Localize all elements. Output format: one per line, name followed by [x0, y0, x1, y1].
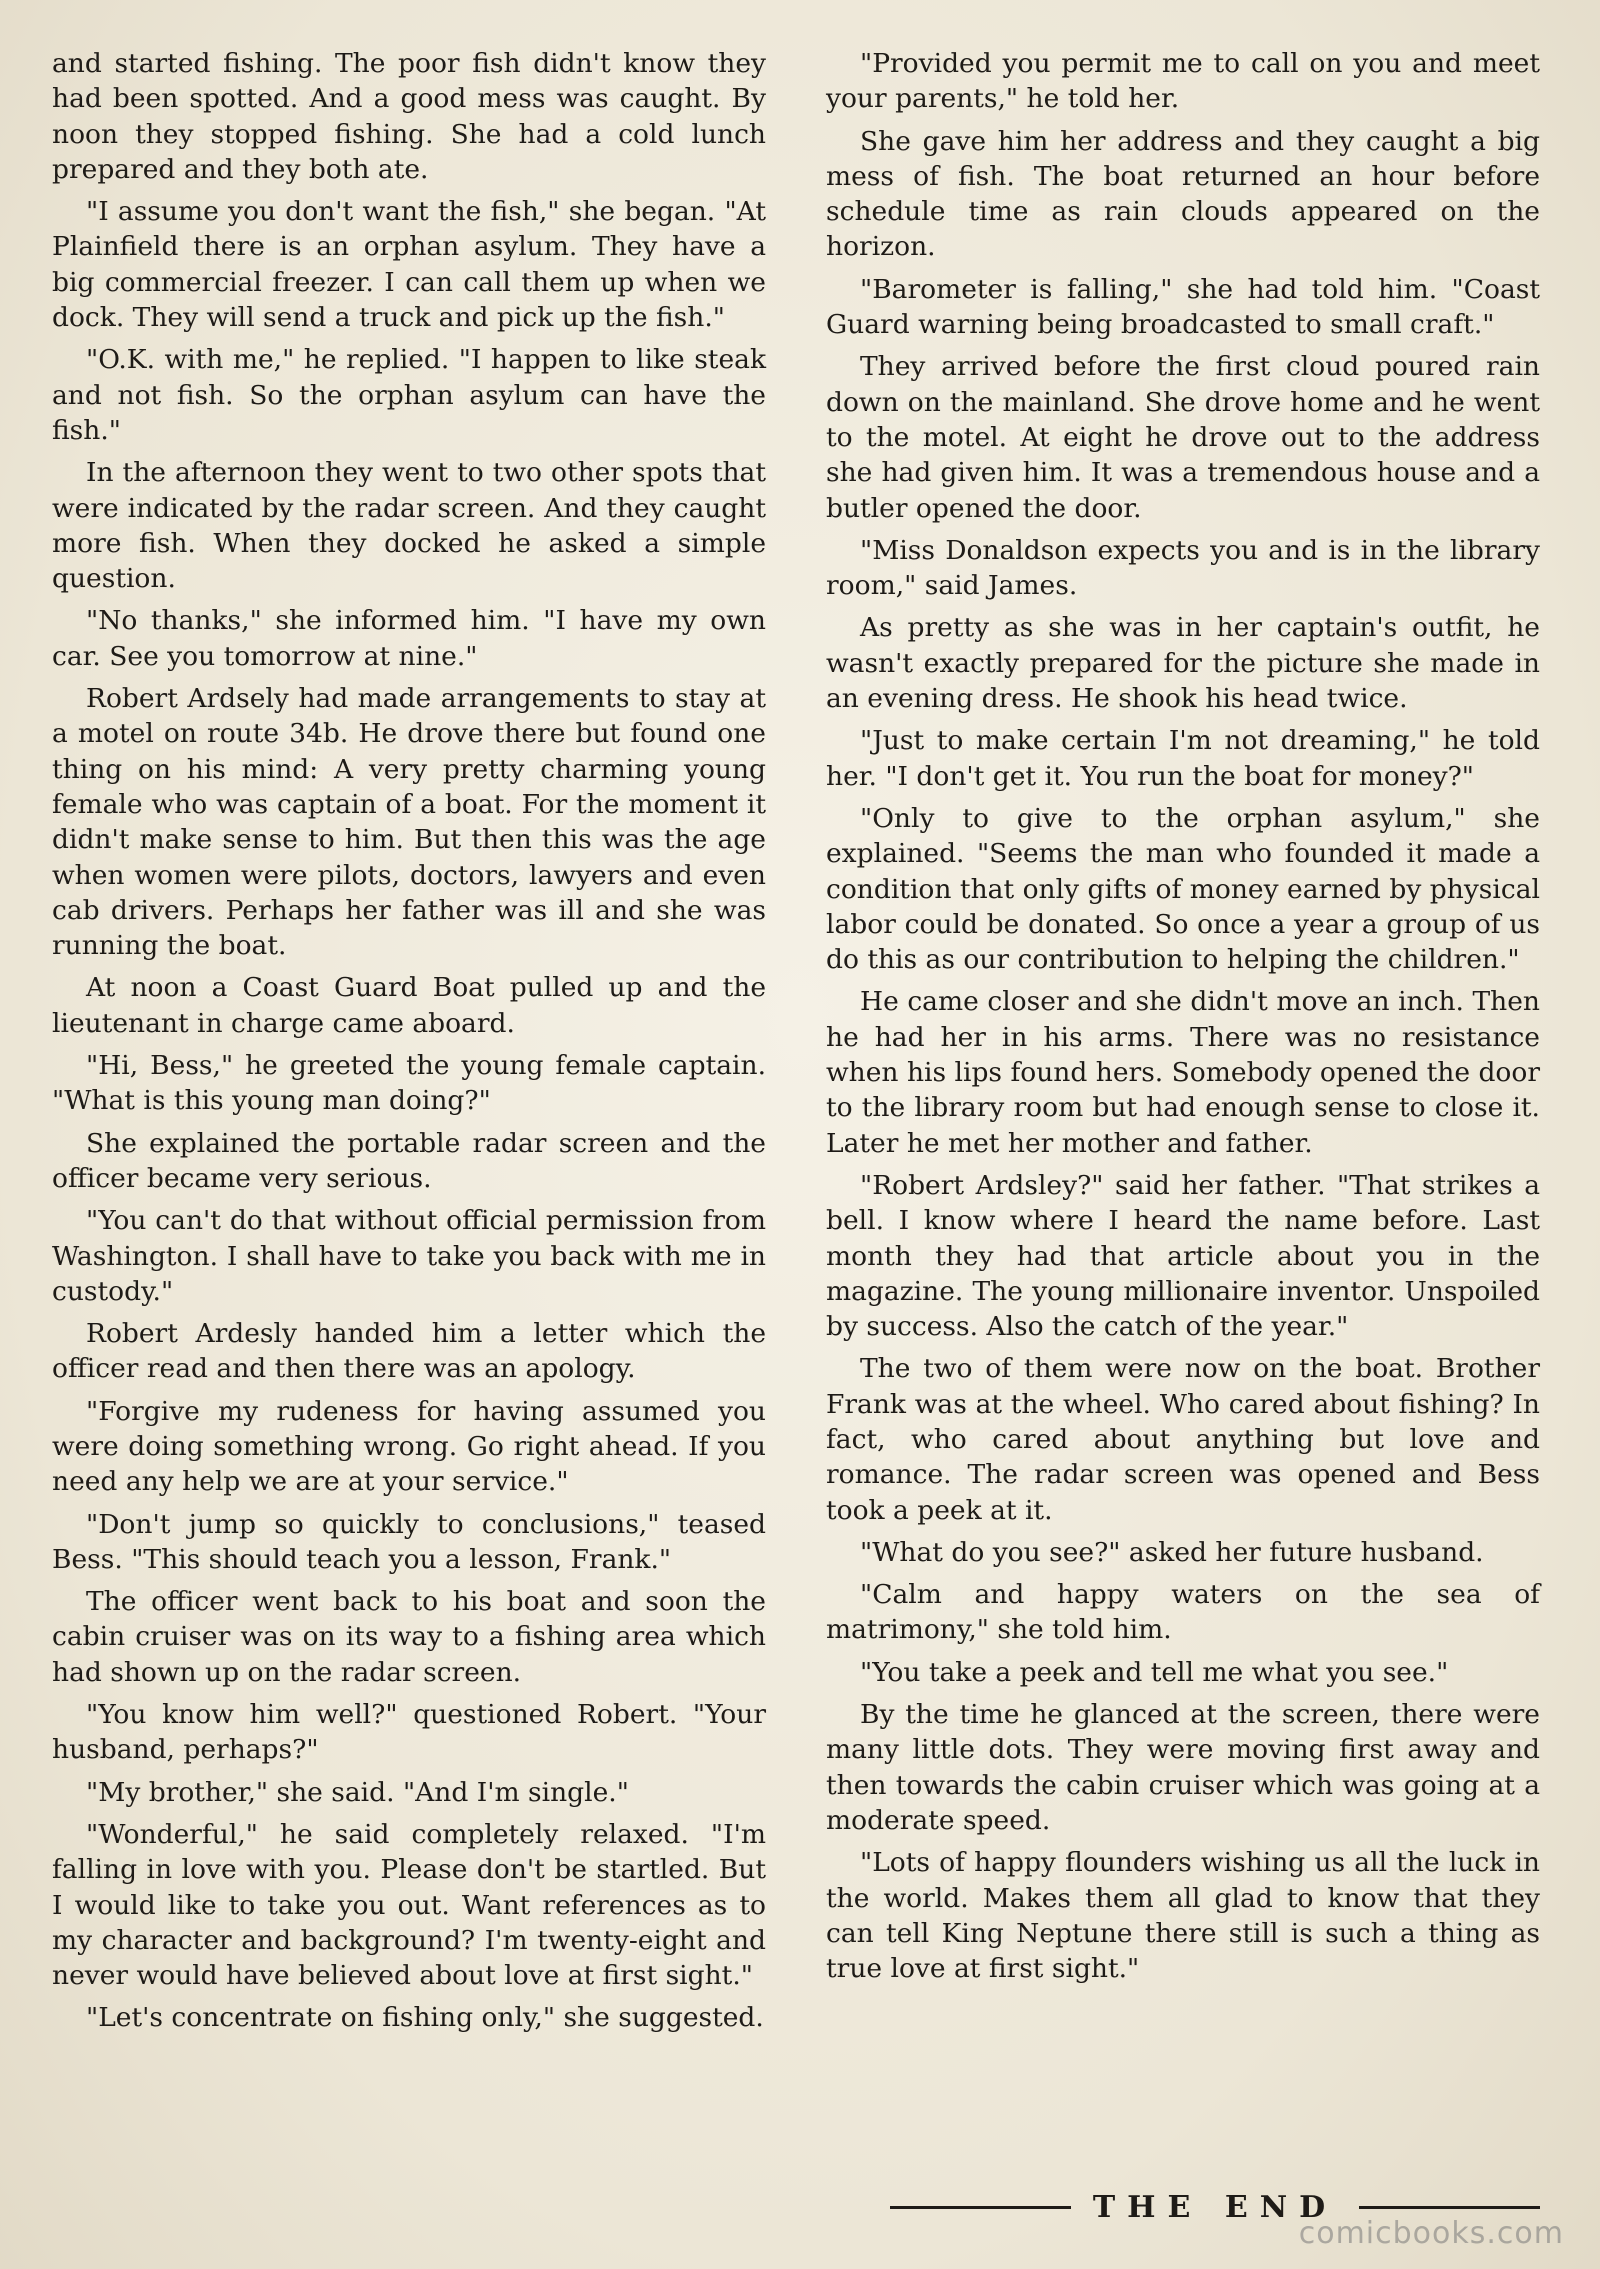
paragraph: "Wonderful," he said completely relaxed. "I'm falling in love with you. Please don't be startled. But I would like to take you out. Want references as to my character and background? I'm twenty-eight and never would have believed about love at first sight." — [52, 1818, 766, 1992]
paragraph: By the time he glanced at the screen, there were many little dots. They were moving first away and then towards the cabin cruiser which was going at a moderate speed. — [826, 1699, 1540, 1836]
paragraph: "My brother," she said. "And I'm single." — [86, 1776, 629, 1808]
paragraph: "Don't jump so quickly to conclusions," teased Bess. "This should teach you a lesson, Frank." — [52, 1508, 766, 1575]
paragraph: "Robert Ardsley?" said her father. "That strikes a bell. I know where I heard the name before. Last month they had that article about you in the magazine. The young millionaire inventor. Unspoiled by success. Also the catch of the year." — [826, 1169, 1540, 1343]
paragraph: Robert Ardesly handed him a letter which the officer read and then there was an apology. — [52, 1318, 766, 1385]
paragraph: At noon a Coast Guard Boat pulled up and the lieutenant in charge came aboard. — [52, 972, 766, 1039]
paragraph: As pretty as she was in her captain's outfit, he wasn't exactly prepared for the picture she made in an evening dress. He shook his head twice. — [826, 612, 1540, 715]
left-text-column — [52, 46, 766, 2043]
paragraph: "Lots of happy flounders wishing us all the luck in the world. Makes them all glad to know that they can tell King Neptune there still is such a thing as true love at first sight." — [826, 1847, 1540, 1985]
watermark: comicbooks.com — [1298, 2216, 1564, 2251]
paragraph: She gave him her address and they caught a big mess of fish. The boat returned an hour before schedule time as rain clouds appeared on the horizon. — [826, 125, 1540, 263]
paragraph: He came closer and she didn't move an inch. Then he had her in his arms. There was no resistance when his lips found hers. Somebody opened the door to the library room but had enough sense to close it. Later he met her mother and father. — [826, 986, 1540, 1159]
paragraph: "Just to make certain I'm not dreaming," he told her. "I don't get it. You run the boat for money?" — [826, 725, 1540, 792]
paragraph: The officer went back to his boat and soon the cabin cruiser was on its way to a fishing area which had shown up on the radar screen. — [52, 1586, 766, 1688]
paragraph: "O.K. with me," he replied. "I happen to like steak and not fish. So the orphan asylum can have the fish." — [52, 344, 766, 446]
paragraph: "Barometer is falling," she had told him. "Coast Guard warning being broadcasted to small craft." — [826, 273, 1540, 341]
paragraph: "You take a peek and tell me what you see." — [860, 1656, 1449, 1688]
paragraph: "No thanks," she informed him. "I have my own car. See you tomorrow at nine." — [52, 605, 766, 672]
paragraph: "You can't do that without official permission from Washington. I shall have to take you back with me in custody." — [52, 1205, 766, 1307]
paragraph: "Let's concentrate on fishing only," she suggested. — [86, 2002, 764, 2034]
paragraph: Robert Ardsely had made arrangements to stay at a motel on route 34b. He drove there but found one thing on his mind: A very pretty charming young female who was captain of a boat. For the moment it didn't make sense to him. But then this was the age when women were pilots, doctors, lawyers and even cab drivers. Perhaps her father was ill and she was running the boat. — [52, 683, 766, 962]
end-rule-right — [1359, 2206, 1540, 2209]
right-text-column — [826, 46, 1540, 1993]
paragraph: The two of them were now on the boat. Brother Frank was at the wheel. Who cared about fishing? In fact, who cared about anything but love and romance. The radar screen was opened and Bess took a peek at it. — [826, 1353, 1540, 1526]
paragraph: "Only to give to the orphan asylum," she explained. "Seems the man who founded it made a condition that only gifts of money earned by physical labor could be donated. So once a year a group of us do this as our contribution to helping the children." — [826, 802, 1540, 976]
paragraph: In the afternoon they went to two other spots that were indicated by the radar screen. And they caught more fish. When they docked he asked a simple question. — [52, 457, 766, 595]
paragraph: She explained the portable radar screen and the officer became very serious. — [52, 1127, 766, 1194]
paragraph: "You know him well?" questioned Robert. "Your husband, perhaps?" — [52, 1699, 766, 1766]
paragraph: "Calm and happy waters on the sea of matrimony," she told him. — [826, 1579, 1540, 1646]
end-text: THE END — [1092, 2190, 1338, 2225]
paragraph: "What do you see?" asked her future husband. — [860, 1536, 1484, 1568]
paragraph: They arrived before the first cloud poured rain down on the mainland. She drove home and he went to the motel. At eight he drove out to the address she had given him. It was a tremendous house and a butler opened the door. — [826, 351, 1540, 524]
paragraph: "Hi, Bess," he greeted the young female captain. "What is this young man doing?" — [52, 1050, 766, 1117]
paragraph: and started fishing. The poor fish didn't know they had been spotted. And a good mess was caught. By noon they stopped fishing. She had a cold lunch prepared and they both ate. — [52, 48, 766, 185]
paragraph: "Provided you permit me to call on you and meet your parents," he told her. — [826, 48, 1540, 115]
paragraph: "Miss Donaldson expects you and is in the library room," said James. — [826, 534, 1540, 602]
paragraph: "Forgive my rudeness for having assumed you were doing something wrong. Go right ahead. If you need any help we are at your service." — [52, 1395, 766, 1498]
paragraph: "I assume you don't want the fish," she began. "At Plainfield there is an orphan asylum. They have a big commercial freezer. I can call them up when we dock. They will send a truck and pick up the fish." — [52, 196, 766, 334]
end-rule-left — [890, 2206, 1071, 2209]
